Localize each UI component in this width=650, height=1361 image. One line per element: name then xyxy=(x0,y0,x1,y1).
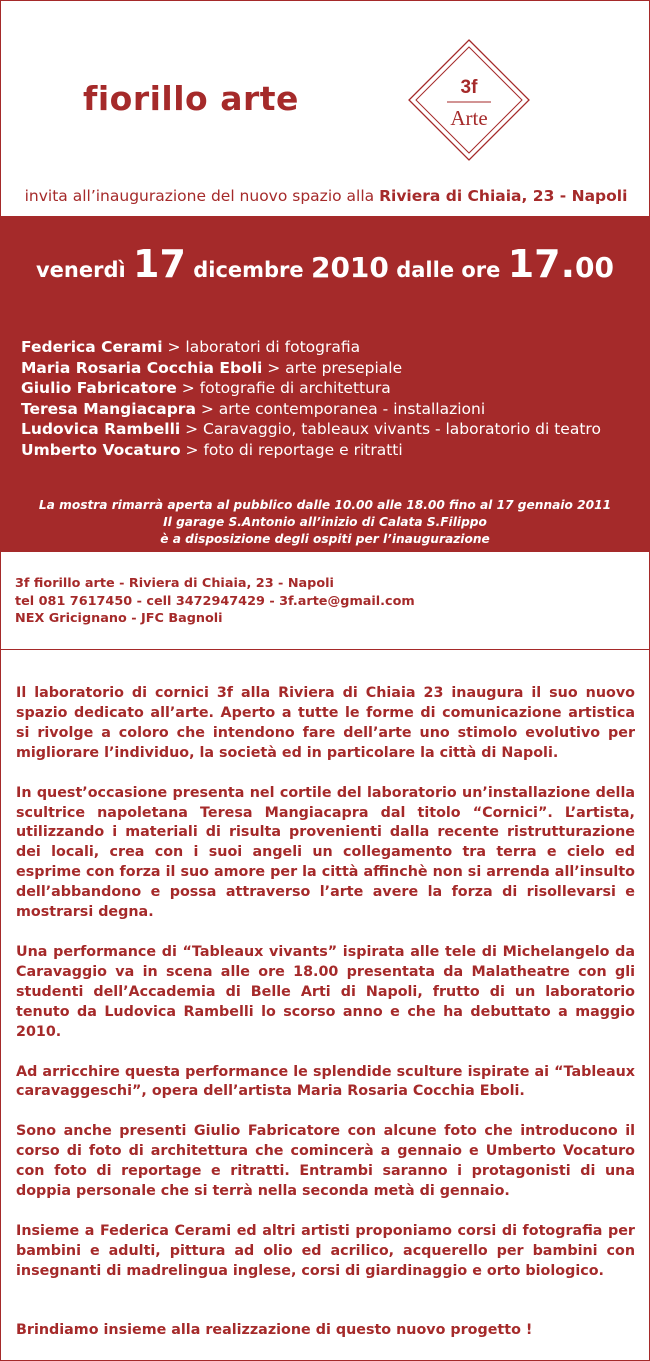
paragraph: Ad arricchire questa performance le splendide sculture ispirate ai “Tableaux caravaggeschi”, opera dell’artista Maria Rosaria Cocchia Eboli. xyxy=(16,1063,635,1100)
event-from: dalle ore xyxy=(388,258,508,282)
event-band xyxy=(1,216,649,552)
paragraph: Insieme a Federica Cerami ed altri artisti proponiamo corsi di fotografia per bambini e adulti, pittura ad olio ed acrilico, acquerello per bambini con insegnanti di madrelingua inglese, corsi di giardinaggio e orto biologico. xyxy=(16,1222,635,1279)
paragraph: Il laboratorio di cornici 3f alla Riviera di Chiaia 23 inaugura il suo nuovo spazio dedicato all’arte. Aperto a tutte le forme di comunicazione artistica si rivolge a coloro che intendono fare dell’arte uno stimolo evolutivo per migliorare l’individuo, la società ed in particolare la città di Napoli. xyxy=(16,685,635,761)
invite-text: invita all’inaugurazione del nuovo spazio alla xyxy=(24,187,380,205)
artist-item xyxy=(21,337,601,358)
artist-desc: > laboratori di fotografia xyxy=(162,338,361,356)
artist-name: Teresa Mangiacapra xyxy=(21,399,196,418)
section-divider xyxy=(1,649,649,650)
event-hour: 17. xyxy=(507,242,576,286)
artist-item xyxy=(21,358,601,379)
description-text xyxy=(16,684,635,1361)
fiorillo-arte-logo-icon xyxy=(407,38,531,162)
invite-address: Riviera di Chiaia, 23 - Napoli xyxy=(379,187,628,205)
logo-monogram: 3f xyxy=(460,77,478,98)
event-month: dicembre xyxy=(185,258,311,282)
artist-name: Federica Cerami xyxy=(21,338,163,356)
brand-title: fiorillo arte xyxy=(83,79,299,118)
contact-block xyxy=(15,575,415,628)
contact-phones-email: tel 081 7617450 - cell 3472947429 - 3f.arte@gmail.com xyxy=(15,593,415,609)
note-opening-hours: La mostra rimarrà aperta al pubblico dalle 10.00 alle 18.00 fino al 17 gennaio 2011 xyxy=(38,498,612,512)
event-year: 2010 xyxy=(310,251,389,284)
artist-name: Umberto Vocaturo xyxy=(21,440,181,459)
paragraph: Sono anche presenti Giulio Fabricatore con alcune foto che introducono il corso di foto di architettura che comincerà a gennaio e Umberto Vocaturo con foto di reportage e ritratti. Entrambi saranno i protagonisti di una doppia personale che si terrà nella seconda metà di gennaio. xyxy=(16,1123,635,1200)
artist-desc: > arte presepiale xyxy=(262,358,403,377)
artist-item xyxy=(21,399,601,420)
artist-item xyxy=(21,378,601,399)
contact-locations: NEX Gricignano - JFC Bagnoli xyxy=(15,611,223,626)
note-garage: Il garage S.Antonio all’inizio di Calata S.Filippo xyxy=(163,515,487,529)
artist-name: Ludovica Rambelli xyxy=(21,420,181,439)
contact-address: 3f fiorillo arte - Riviera di Chiaia, 23 - Napoli xyxy=(15,576,334,591)
closing-line: Brindiamo insieme alla realizzazione di questo nuovo progetto ! xyxy=(16,1321,533,1338)
artist-item xyxy=(21,419,601,440)
artist-name: Maria Rosaria Cocchia Eboli xyxy=(21,358,263,377)
event-date xyxy=(1,242,649,286)
artist-desc: > foto di reportage e ritratti xyxy=(180,440,403,459)
header xyxy=(1,1,649,231)
note-guests: è a disposizione degli ospiti per l’inaugurazione xyxy=(160,532,490,546)
event-day: 17 xyxy=(133,242,186,286)
artist-item xyxy=(21,440,601,461)
artist-desc: > arte contemporanea - installazioni xyxy=(195,399,486,418)
artist-desc: > fotografie di architettura xyxy=(176,379,391,398)
invite-line xyxy=(10,187,642,205)
artist-desc: > Caravaggio, tableaux vivants - laboratorio di teatro xyxy=(180,420,601,439)
artist-list xyxy=(21,337,601,461)
paragraph: In quest’occasione presenta nel cortile del laboratorio un’installazione della scultrice napoletana Teresa Mangiacapra dal titolo “Cornici”. L’artista, utilizzando i materiali di risulta provenienti dalla recente ristrutturazione dei locali, crea con i suoi angeli un collegamento tra terra e cielo ed esprime con forza il suo amore per la città affinchè non si arrenda all’insulto dell’abbandono e possa attraverso l’arte avere la forza di risollevarsi e mostrarsi degna. xyxy=(16,784,635,921)
event-minutes: 00 xyxy=(575,251,615,284)
logo-text: Arte xyxy=(450,106,488,130)
artist-name: Giulio Fabricatore xyxy=(21,379,177,398)
exhibition-notes xyxy=(1,497,649,548)
paragraph: Una performance di “Tableaux vivants” ispirata alle tele di Michelangelo da Caravaggio va in scena alle ore 18.00 presentata da Malatheatre con gli studenti dell’Accademia di Belle Arti di Napoli, frutto di un laboratorio tenuto da Ludovica Rambelli lo scorso anno e che ha debuttato a maggio 2010. xyxy=(16,943,635,1040)
event-day-name: venerdì xyxy=(35,258,134,282)
